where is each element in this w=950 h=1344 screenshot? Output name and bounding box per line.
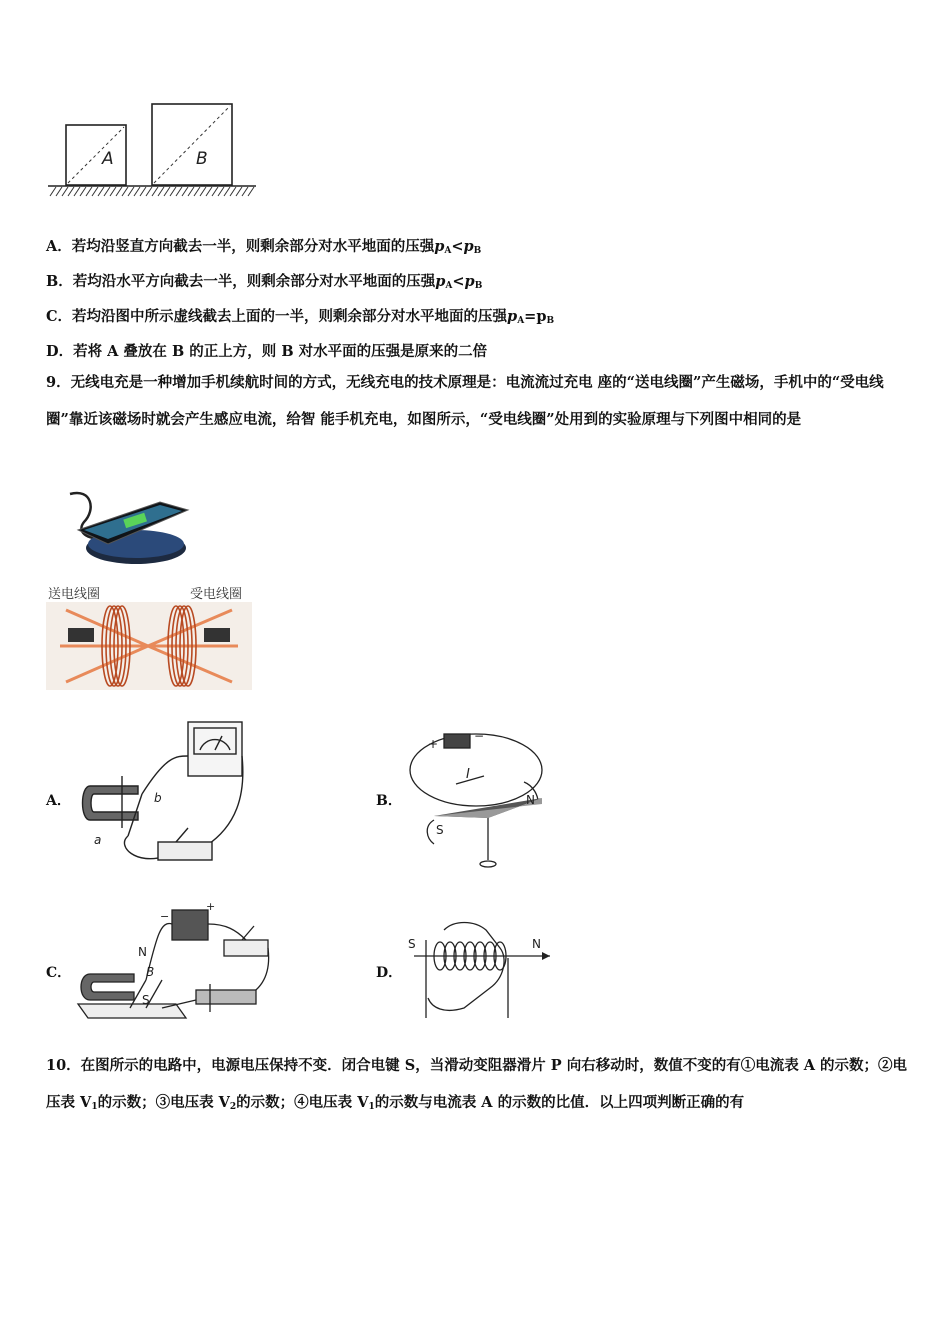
send-coil-label: 送电线圈 bbox=[48, 587, 101, 602]
q9-option-d-label: D． bbox=[376, 965, 403, 981]
fig-b-plus: + bbox=[428, 737, 439, 751]
fig-c-north: N bbox=[138, 945, 147, 959]
fig-b-north: N bbox=[526, 793, 535, 807]
fig-c-plus: + bbox=[206, 900, 216, 913]
option-c-figure bbox=[76, 900, 276, 1030]
fig-a-label-b: b bbox=[154, 791, 162, 805]
fig-a-label-a: a bbox=[94, 833, 102, 847]
fig-b-current: I bbox=[466, 767, 470, 782]
q9-option-b-label: B． bbox=[376, 793, 402, 809]
option-d-figure bbox=[404, 918, 556, 1022]
q8-option-a: A．若均沿竖直方向截去一半，则剩余部分对水平地面的压强$p_A<p_B$ bbox=[46, 238, 482, 256]
fig-c-minus: − bbox=[160, 910, 170, 923]
fig-c-south: S bbox=[142, 993, 150, 1007]
q9-question: 9．无线电充是一种增加手机续航时间的方式，无线充电的技术原理是：电流流过充电 座的“送电线圈”产生磁场，手机中的“受电线圈”靠近该磁场时就会产生感应电流，给智 能手机充电，如图所示，“受电线圈”处用到的实验原理与下列图中相同的是 bbox=[46, 374, 884, 428]
option-a-figure bbox=[76, 716, 256, 876]
q8-option-d: D．若将 A 叠放在 B 的正上方，则 B 对水平面的压强是原来的二倍 bbox=[46, 343, 488, 360]
q8-option-b: B．若均沿水平方向截去一半，则剩余部分对水平地面的压强$p_A<p_B$ bbox=[46, 273, 483, 291]
fig-c-b: B bbox=[146, 965, 155, 979]
coil-diagram bbox=[46, 580, 252, 690]
option-b-figure bbox=[404, 726, 564, 872]
receive-coil-label: 受电线圈 bbox=[190, 587, 243, 602]
blocks-figure bbox=[44, 98, 264, 202]
fig-d-south: S bbox=[408, 937, 416, 951]
fig-d-north: N bbox=[532, 937, 541, 951]
q9-option-a-label: A． bbox=[46, 793, 71, 809]
q9-option-c-label: C． bbox=[46, 965, 72, 981]
block-b-label: B bbox=[196, 149, 208, 169]
wireless-charger-image bbox=[62, 488, 192, 578]
block-a-label: A bbox=[102, 149, 114, 169]
q10-question: 10．在图所示的电路中，电源电压保持不变．闭合电键 S，当滑动变阻器滑片 P 向右移动时，数值不变的有①电流表 A 的示数；②电压表 $V_1$的示数；③电压表 $V_2$的示数；④电压表 $V_1$的示数与电流表 A 的示数的比值．以上四项判断正确的有 bbox=[46, 1057, 908, 1112]
fig-b-minus: − bbox=[474, 729, 485, 743]
q8-option-c: C．若均沿图中所示虚线截去上面的一半，则剩余部分对水平地面的压强$p_A=p_B$ bbox=[46, 308, 555, 326]
fig-b-south: S bbox=[436, 823, 444, 837]
